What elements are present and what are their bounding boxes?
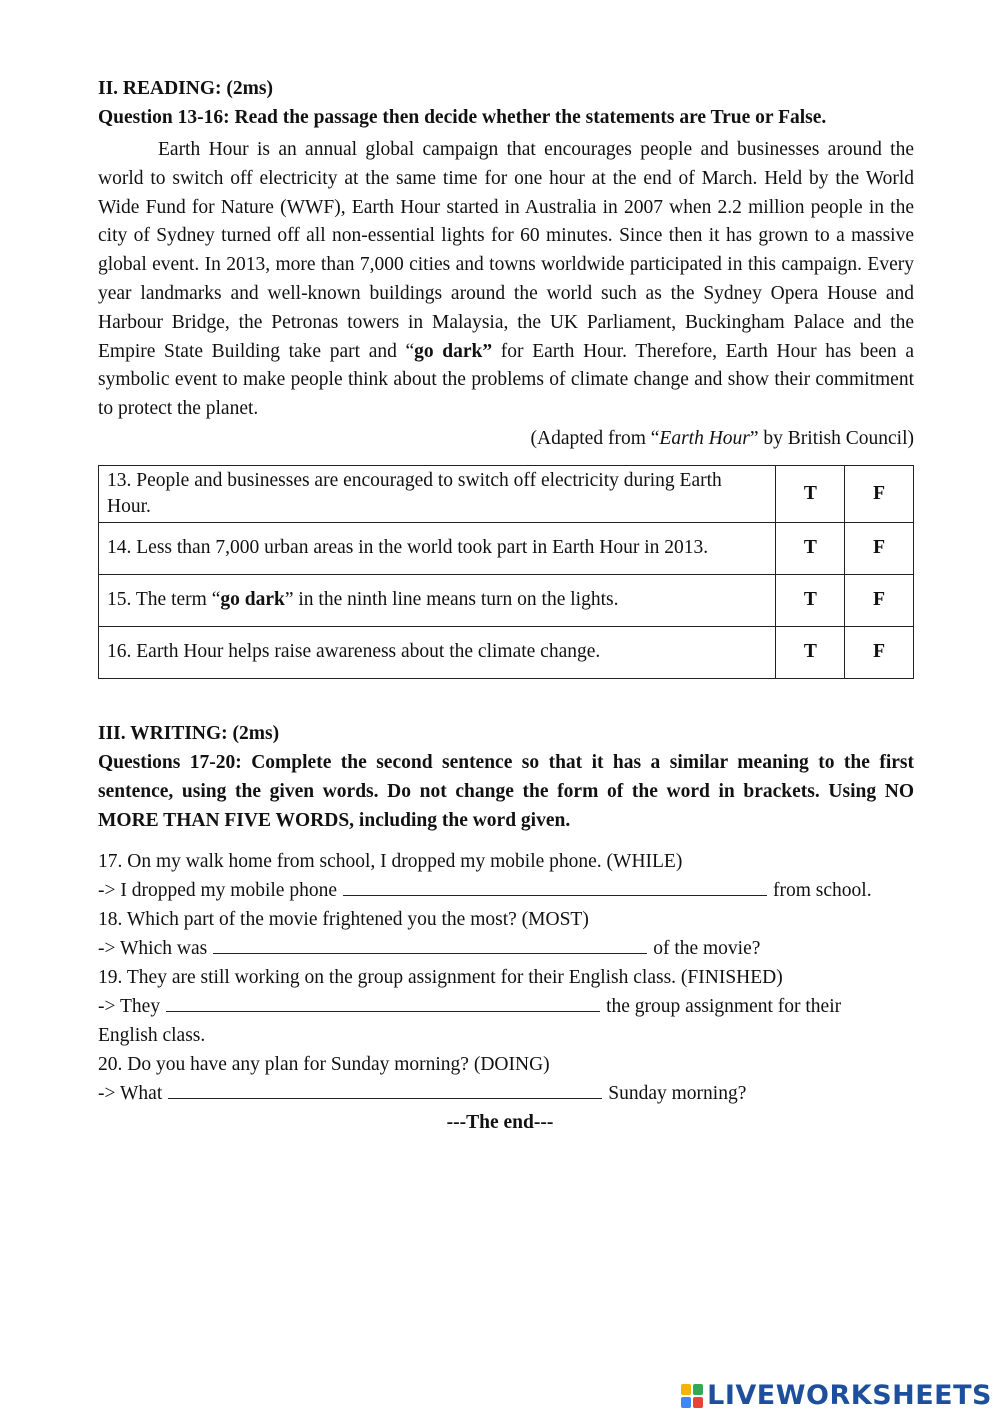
question-20-prompt: 20. Do you have any plan for Sunday morning? (DOING) bbox=[98, 1053, 550, 1075]
writing-heading: III. WRITING: (2ms) bbox=[98, 722, 280, 744]
true-option-16[interactable]: T bbox=[776, 626, 845, 678]
reading-passage bbox=[98, 136, 914, 424]
table-row bbox=[99, 574, 914, 626]
source-title: Earth Hour bbox=[659, 427, 750, 449]
false-option-14[interactable]: F bbox=[845, 522, 914, 574]
passage-text-1: Earth Hour is an annual global campaign that encourages people and businesses around the world to switch off electricity at the same time for one hour at the end of March. Held by the World Wide Fund for Nature (WWF), Earth Hour started in Australia in 2007 when 2.2 million people in the city of Sydney turned off all non-essential lights for 60 minutes. Since then it has grown to a massive global event. In 2013, more than 7,000 cities and towns worldwide participated in this campaign. Every year landmarks and well-known buildings around the world such as the Sydney Opera House and Harbour Bridge, the Petronas towers in Malaysia, the UK Parliament, Buckingham Palace and the Empire State Building take part and “ bbox=[98, 139, 914, 362]
reading-heading: II. READING: (2ms) bbox=[98, 78, 273, 99]
worksheet-page bbox=[98, 74, 914, 1137]
answer-blank-20[interactable] bbox=[168, 1080, 602, 1099]
writing-section bbox=[98, 719, 914, 1137]
answer-blank-18[interactable] bbox=[213, 935, 647, 954]
true-option-13[interactable]: T bbox=[776, 465, 845, 522]
writing-instruction: Questions 17-20: Complete the second sentence so that it has a similar meaning to the first sentence, using the given words. Do not change the form of the word in brackets. Using NO MORE THAN FIVE WORDS, including the word given. bbox=[98, 751, 914, 831]
question-18-prompt: 18. Which part of the movie frightened you the most? (MOST) bbox=[98, 908, 589, 930]
table-row bbox=[99, 465, 914, 522]
liveworksheets-logo[interactable] bbox=[681, 1380, 992, 1411]
logo-text: LIVEWORKSHEETS bbox=[707, 1380, 992, 1411]
end-marker: ---The end--- bbox=[446, 1111, 554, 1133]
answer-blank-19[interactable] bbox=[166, 993, 600, 1012]
true-false-table bbox=[98, 465, 914, 679]
passage-text-2: for Earth Hour. Therefore, Earth Hour has been a symbolic event to make people think about the problems of climate change and show their commitment to protect the planet. bbox=[98, 340, 914, 420]
question-20-answer-row: -> What Sunday morning? bbox=[98, 1079, 914, 1108]
question-19-answer-row: -> They the group assignment for their bbox=[98, 992, 914, 1021]
statement-15-bold: go dark bbox=[220, 589, 285, 611]
statement-15: 15. The term “go dark” in the ninth line means turn on the lights. bbox=[99, 574, 776, 626]
passage-source: (Adapted from “Earth Hour” by British Council) bbox=[530, 427, 914, 449]
liveworksheets-logo-icon bbox=[681, 1384, 703, 1408]
answer-blank-17[interactable] bbox=[343, 877, 767, 896]
true-option-14[interactable]: T bbox=[776, 522, 845, 574]
table-row bbox=[99, 522, 914, 574]
question-19-prompt: 19. They are still working on the group assignment for their English class. (FINISHED) bbox=[98, 966, 783, 988]
question-18-answer-row: -> Which was of the movie? bbox=[98, 934, 914, 963]
question-17-prompt: 17. On my walk home from school, I dropped my mobile phone. (WHILE) bbox=[98, 850, 683, 872]
statement-16: 16. Earth Hour helps raise awareness about the climate change. bbox=[99, 626, 776, 678]
statement-13: 13. People and businesses are encouraged to switch off electricity during Earth Hour. bbox=[99, 465, 776, 522]
passage-go-dark: go dark” bbox=[414, 340, 493, 362]
writing-questions bbox=[98, 847, 914, 1137]
table-row bbox=[99, 626, 914, 678]
statement-14: 14. Less than 7,000 urban areas in the world took part in Earth Hour in 2013. bbox=[99, 522, 776, 574]
question-17-answer-row: -> I dropped my mobile phone from school. bbox=[98, 876, 914, 905]
reading-instruction: Question 13-16: Read the passage then decide whether the statements are True or False. bbox=[98, 107, 827, 128]
false-option-16[interactable]: F bbox=[845, 626, 914, 678]
true-option-15[interactable]: T bbox=[776, 574, 845, 626]
false-option-15[interactable]: F bbox=[845, 574, 914, 626]
false-option-13[interactable]: F bbox=[845, 465, 914, 522]
question-19-answer-continuation: English class. bbox=[98, 1024, 206, 1046]
